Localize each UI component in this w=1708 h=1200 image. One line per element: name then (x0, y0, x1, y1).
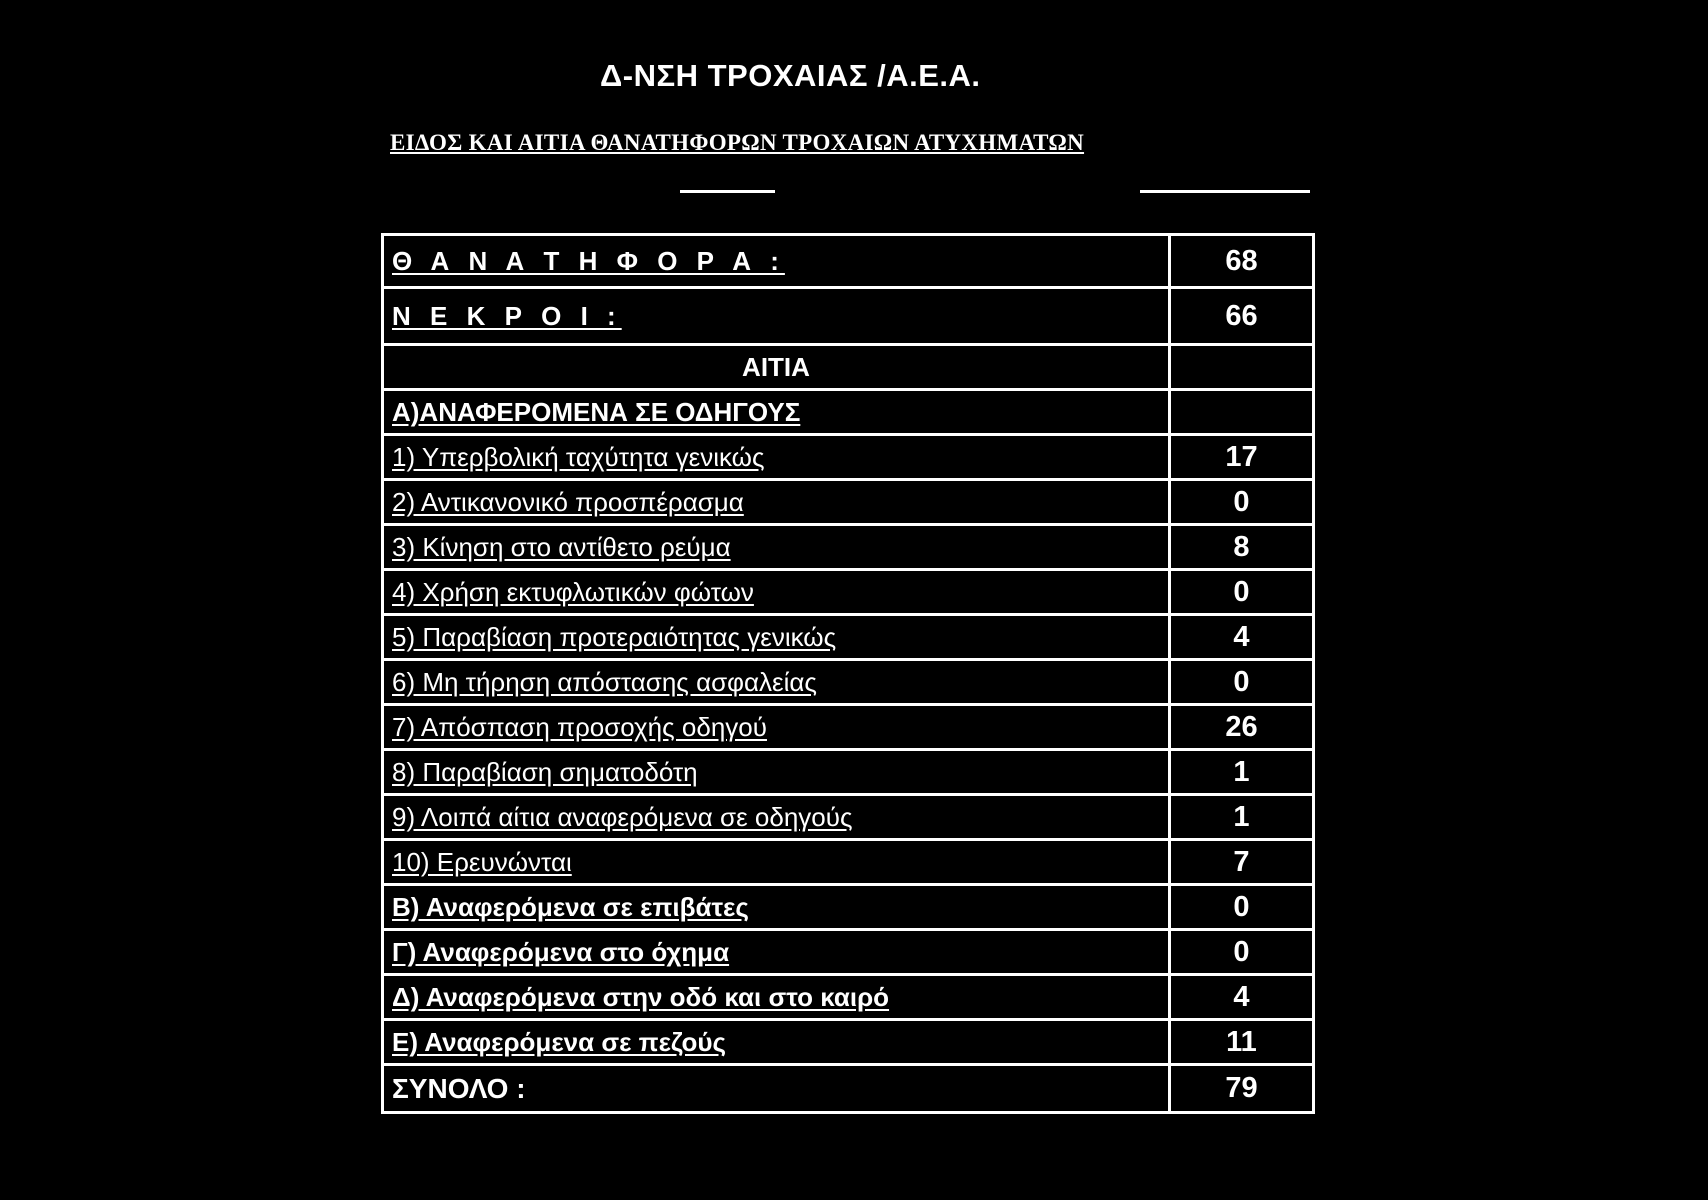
table-row (384, 436, 1312, 481)
table-row-fatal-accidents (384, 236, 1312, 289)
row-label: Ν Ε Κ Ρ Ο Ι : (384, 289, 1171, 343)
row-label: 6) Μη τήρηση απόστασης ασφαλείας (384, 661, 1171, 703)
row-label: Γ) Αναφερόμενα στο όχημα (384, 931, 1171, 973)
document-subtitle: ΕΙΔΟΣ ΚΑΙ ΑΙΤΙΑ ΘΑΝΑΤΗΦΟΡΩΝ ΤΡΟΧΑΙΩΝ ΑΤΥΧΗΜΑΤΩΝ (390, 130, 1085, 155)
row-value: 17 (1225, 440, 1258, 473)
row-label: Ε) Αναφερόμενα σε πεζούς (384, 1021, 1171, 1063)
accident-causes-table (381, 233, 1315, 1114)
row-label: 10) Ερευνώνται (384, 841, 1171, 883)
table-row (384, 526, 1312, 571)
row-label: 4) Χρήση εκτυφλωτικών φώτων (384, 571, 1171, 613)
row-value: 4 (1233, 980, 1250, 1013)
table-row-section-c (384, 931, 1312, 976)
decorative-rule-right (1140, 190, 1310, 193)
row-value: 11 (1226, 1025, 1257, 1058)
decorative-rule-left (680, 190, 775, 193)
table-row-section-a (384, 391, 1312, 436)
row-label: 1) Υπερβολική ταχύτητα γενικώς (384, 436, 1171, 478)
row-value: 0 (1233, 485, 1250, 518)
row-label: 7) Απόσπαση προσοχής οδηγού (384, 706, 1171, 748)
row-value: 68 (1225, 244, 1258, 277)
table-row-section-e (384, 1021, 1312, 1066)
row-value: 66 (1225, 299, 1258, 332)
table-row-total (384, 1066, 1312, 1111)
table-row (384, 481, 1312, 526)
row-label: Δ) Αναφερόμενα στην οδό και στο καιρό (384, 976, 1171, 1018)
row-label: Θ Α Ν Α Τ Η Φ Ο Ρ Α : (384, 236, 1171, 286)
table-row (384, 796, 1312, 841)
document-title: Δ-ΝΣΗ ΤΡΟΧΑΙΑΣ /Α.Ε.Α. (600, 58, 981, 93)
row-value: 79 (1225, 1072, 1258, 1104)
row-label: ΣΥΝΟΛΟ : (384, 1066, 1171, 1111)
row-value: 4 (1233, 620, 1250, 653)
row-label: 9) Λοιπά αίτια αναφερόμενα σε οδηγούς (384, 796, 1171, 838)
table-row (384, 661, 1312, 706)
row-value: 7 (1233, 845, 1250, 878)
table-row (384, 571, 1312, 616)
row-value (1171, 346, 1312, 388)
row-value: 1 (1233, 800, 1250, 833)
row-value: 1 (1233, 755, 1250, 788)
row-label: 5) Παραβίαση προτεραιότητας γενικώς (384, 616, 1171, 658)
table-row (384, 706, 1312, 751)
row-label: Β) Αναφερόμενα σε επιβάτες (384, 886, 1171, 928)
row-value: 0 (1233, 665, 1250, 698)
row-value: 26 (1225, 710, 1258, 743)
row-label: ΑΙΤΙΑ (384, 346, 1171, 388)
row-value: 0 (1233, 890, 1250, 923)
table-row (384, 841, 1312, 886)
table-row-section-d (384, 976, 1312, 1021)
row-label: 2) Αντικανονικό προσπέρασμα (384, 481, 1171, 523)
row-value: 8 (1233, 530, 1250, 563)
table-row-section-b (384, 886, 1312, 931)
table-row (384, 751, 1312, 796)
table-row (384, 616, 1312, 661)
row-value: 0 (1233, 935, 1250, 968)
table-row-deaths (384, 289, 1312, 346)
row-label: Α)ΑΝΑΦΕΡΟΜΕΝΑ ΣΕ ΟΔΗΓΟΥΣ (384, 391, 1171, 433)
row-label: 3) Κίνηση στο αντίθετο ρεύμα (384, 526, 1171, 568)
row-value (1171, 391, 1312, 433)
table-row-causes-header (384, 346, 1312, 391)
row-label: 8) Παραβίαση σηματοδότη (384, 751, 1171, 793)
row-value: 0 (1233, 575, 1250, 608)
